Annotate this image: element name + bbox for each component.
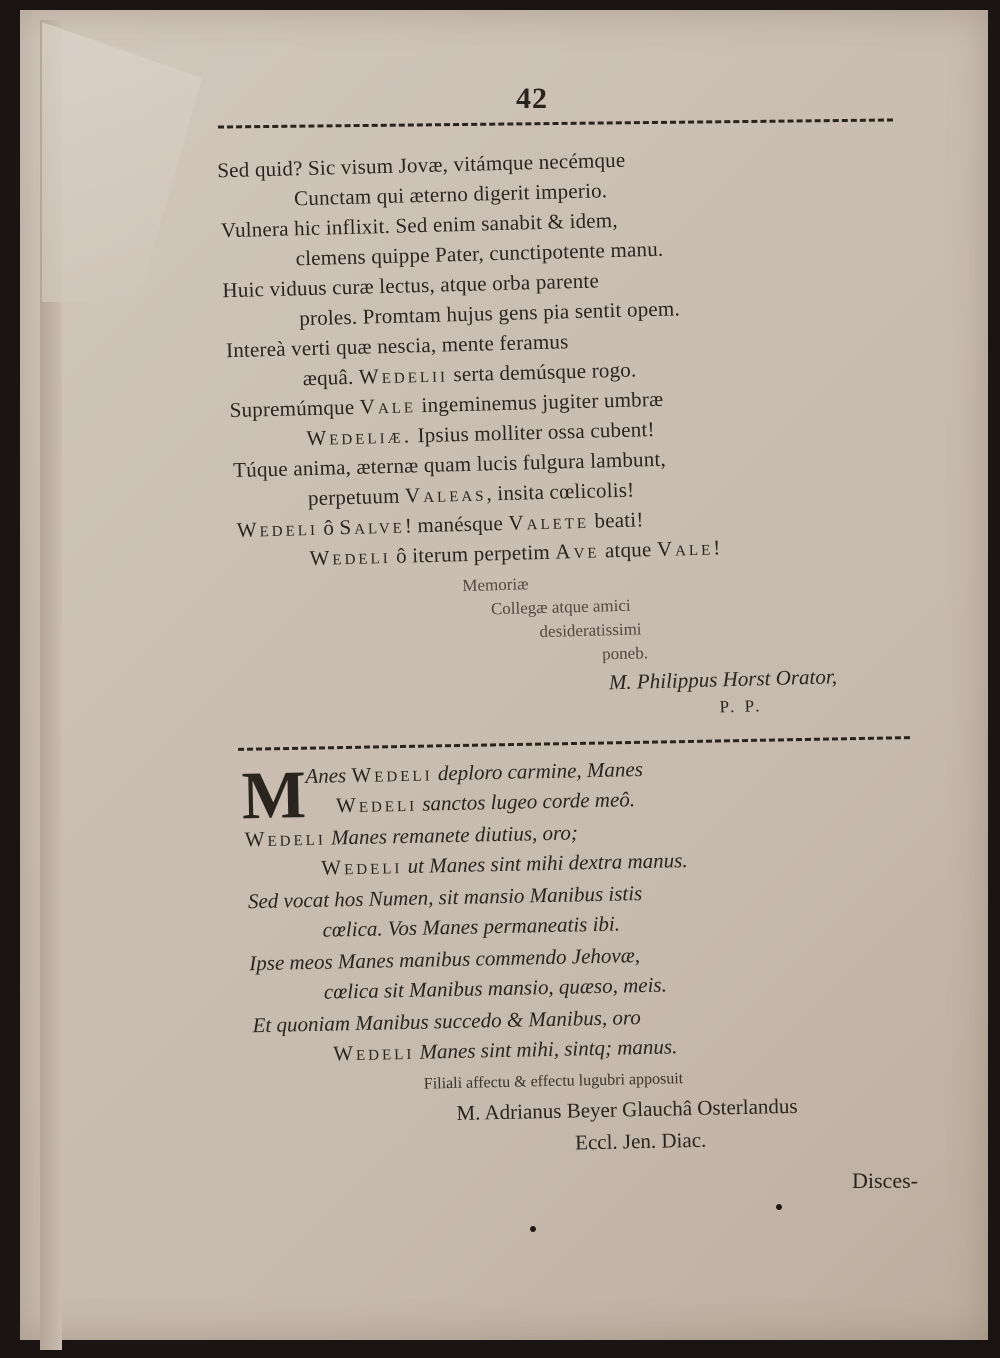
author-name: M. Adrianus Beyer Glauchâ Osterlandus — [456, 1093, 798, 1125]
text-segment: ut Manes sint mihi dextra manus. — [402, 848, 688, 879]
name-small-caps: Salve — [339, 513, 406, 540]
poem-line — [305, 757, 643, 789]
signer-suffix: P. P. — [719, 696, 763, 717]
dedication-line: poneb. — [601, 643, 649, 664]
name-small-caps: Ave — [555, 538, 600, 564]
name-small-caps: Wedeli — [321, 854, 403, 880]
text-segment: Supremúmque — [229, 394, 361, 423]
name-small-caps: Wedeli — [244, 825, 327, 852]
text-segment: ingeminemus jugiter umbræ — [415, 386, 664, 418]
name-small-caps: Wedeli — [351, 761, 433, 788]
name-small-caps: Vale — [656, 535, 714, 561]
text-segment: deploro carmine, Manes — [432, 756, 644, 786]
poem-line — [248, 881, 643, 914]
name-small-caps: Wedelii — [358, 362, 449, 389]
text-segment: Et quoniam Manibus succedo & Manibus, oro — [252, 1005, 642, 1038]
text-segment: Sed quid? Sic visum Jovæ, vitámque necémque — [217, 147, 626, 183]
name-small-caps: Wedeli — [309, 543, 391, 571]
ink-spot — [776, 1204, 782, 1210]
text-segment: Ipsius molliter ossa cubent! — [411, 417, 655, 448]
name-small-caps: Valeas — [404, 481, 487, 508]
text-segment: Vulnera hic inflixit. Sed enim sanabit & idem, — [220, 207, 619, 243]
text-segment: Anes — [305, 763, 352, 789]
text-segment: cœlica. Vos Manes permaneatis ibi. — [322, 911, 621, 942]
text-segment: cœlica sit Manibus mansio, quæso, meis. — [323, 972, 668, 1004]
poem-line — [324, 973, 667, 1005]
drop-cap: M — [240, 756, 307, 834]
text-segment: æquâ. — [302, 364, 360, 391]
attribution-line: Filiali affectu & effectu lugubri apposuit — [423, 1070, 684, 1093]
name-small-caps: Wedeli — [335, 791, 418, 818]
text-segment: sanctos lugeo corde meô. — [416, 787, 636, 816]
name-small-caps: Wedeli — [332, 1039, 415, 1066]
text-segment: clemens quippe Pater, cunctipotente manu. — [295, 236, 664, 271]
catchword: Disces- — [852, 1168, 918, 1193]
dedication-line: Memoriæ — [462, 574, 529, 596]
poem-line — [333, 1034, 678, 1066]
ink-spot — [530, 1226, 536, 1232]
text-segment: ô iterum perpetim — [390, 539, 556, 568]
text-segment: Cunctam qui æterno digerit imperio. — [293, 178, 608, 211]
text-segment: Manes sint mihi, sintq; manus. — [414, 1034, 678, 1064]
name-small-caps: Valete — [508, 508, 590, 535]
text-segment: Túque anima, æternæ quam lucis fulgura lambunt, — [232, 446, 667, 483]
poem-line — [252, 1005, 641, 1038]
name-small-caps: Vale — [359, 393, 417, 419]
text-segment: Intereà verti quæ nescia, mente feramus — [225, 329, 569, 363]
text-segment: ô — [317, 515, 340, 540]
dedication-line: desideratissimi — [539, 619, 642, 642]
page-number: 42 — [516, 82, 548, 115]
poem-line — [249, 943, 640, 976]
poem-line — [336, 787, 636, 818]
signer-name: M. Philippus Horst Orator, — [608, 664, 838, 695]
poem-line — [321, 848, 688, 881]
text-segment: ! manésque — [404, 510, 509, 538]
text-segment: , insita cœlicolis! — [486, 477, 635, 506]
text-segment: Ipse meos Manes manibus commendo Jehovæ, — [249, 943, 641, 976]
text-segment: Manes remanete diutius, oro; — [325, 820, 579, 850]
text-segment: atque — [599, 536, 658, 563]
name-small-caps: Wedeliæ. — [306, 423, 413, 451]
name-small-caps: Wedeli — [236, 515, 319, 542]
text-segment: proles. Promtam hujus gens pia sentit opem. — [298, 296, 681, 331]
text-segment: Huic viduus curæ lectus, atque orba parente — [222, 268, 600, 303]
text-segment: Sed vocat hos Numen, sit mansio Manibus istis — [247, 881, 643, 914]
text-segment: serta demúsque rogo. — [447, 357, 637, 387]
dedication-line: Collegæ atque amici — [490, 595, 631, 619]
text-segment: ! — [712, 535, 721, 560]
text-segment: perpetuum — [307, 483, 406, 511]
text-segment: beati! — [588, 507, 644, 533]
author-office: Eccl. Jen. Diac. — [574, 1127, 707, 1155]
poem-line — [322, 911, 620, 942]
